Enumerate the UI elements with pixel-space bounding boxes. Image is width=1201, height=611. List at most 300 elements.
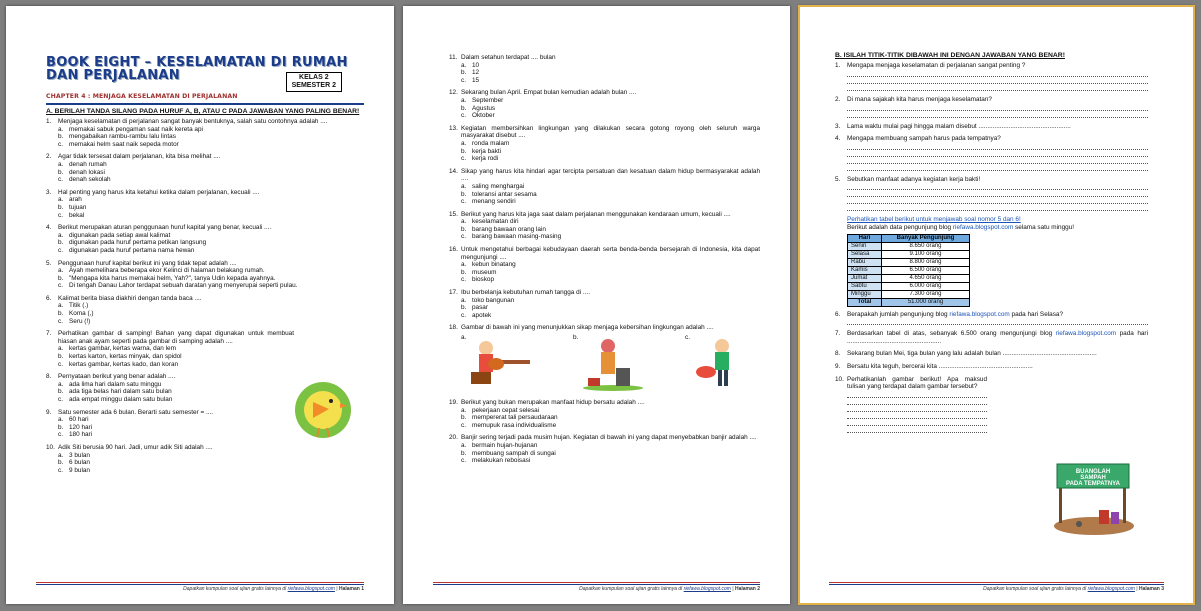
answer-line[interactable] xyxy=(847,85,1148,91)
option-letter: a. xyxy=(461,96,467,104)
total-label: Total xyxy=(848,298,882,306)
option-text: barang bawaan orang lain xyxy=(472,225,546,233)
answer-option[interactable] xyxy=(461,442,760,450)
answer-line[interactable] xyxy=(847,191,1148,197)
answer-line[interactable] xyxy=(847,184,1148,190)
question-item xyxy=(449,246,760,284)
option-text: pekerjaan cepat selesai xyxy=(472,406,540,414)
question-number: 11. xyxy=(449,54,458,61)
day-cell: Senin xyxy=(848,242,882,250)
option-text: bioskop xyxy=(472,276,495,284)
option-text: pasar xyxy=(472,304,488,312)
question-10-body xyxy=(847,376,987,433)
question-text: Banjir sering terjadi pada musim hujan. Kegiatan di bawah ini yang dapat menyebabkan banjir adalah .... xyxy=(461,434,757,442)
question-item xyxy=(46,118,364,148)
answer-option[interactable] xyxy=(461,226,760,234)
answer-option[interactable] xyxy=(58,275,364,283)
answer-line[interactable] xyxy=(847,427,987,433)
answer-option[interactable] xyxy=(58,126,364,134)
option-illustration xyxy=(466,334,536,395)
question-number: 6. xyxy=(46,294,52,302)
answer-option[interactable] xyxy=(461,269,760,277)
answer-option[interactable] xyxy=(58,196,364,204)
question-number: 1. xyxy=(46,118,52,125)
answer-option[interactable] xyxy=(461,140,760,148)
option-text: "Mengapa kita harus memakai helm, Yah?", tanya Udin kepada ayahnya. xyxy=(69,274,276,282)
answer-option[interactable] xyxy=(461,457,760,465)
answer-line[interactable] xyxy=(847,399,987,405)
table-header-day: Hari xyxy=(848,234,882,242)
answer-option[interactable] xyxy=(58,467,364,475)
option-text: kerja rodi xyxy=(472,155,499,163)
question-text: Bersatu kita teguh, bercerai kita ..................................................... xyxy=(847,362,1033,370)
option-letter: b. xyxy=(461,225,467,233)
question-item xyxy=(449,54,760,84)
answer-option[interactable] xyxy=(58,176,364,184)
question-text: Kalimat berita biasa diakhiri dengan tanda baca .... xyxy=(58,294,202,302)
option-text: kerja bakti xyxy=(472,147,502,155)
question-item xyxy=(46,444,364,474)
footer-link[interactable]: riefawa.blogspot.com xyxy=(287,586,335,592)
question-number: 18. xyxy=(449,324,458,332)
essay-question xyxy=(835,176,1148,212)
answer-option[interactable] xyxy=(461,276,760,284)
question-number: 13. xyxy=(449,124,458,132)
question-item xyxy=(449,89,760,119)
answer-option[interactable] xyxy=(58,247,364,255)
option-text: 9 bulan xyxy=(69,466,90,474)
answer-line[interactable] xyxy=(847,158,1148,164)
table-caption xyxy=(847,224,1148,232)
option-letter: a. xyxy=(461,441,467,449)
answer-option[interactable] xyxy=(461,407,760,415)
option-letter: c. xyxy=(461,311,466,319)
option-letter: b. xyxy=(461,190,467,198)
q18-option-b[interactable] xyxy=(573,334,648,394)
answer-line[interactable] xyxy=(847,319,1148,325)
answer-option[interactable] xyxy=(461,112,760,120)
answer-option[interactable] xyxy=(58,345,294,353)
answer-option[interactable] xyxy=(58,141,364,149)
visitor-count-cell: 6.000 orang xyxy=(882,282,970,290)
answer-line[interactable] xyxy=(847,71,1148,77)
answer-option[interactable] xyxy=(58,161,364,169)
option-letter: c. xyxy=(461,155,466,163)
option-text: Titik (.) xyxy=(69,302,89,310)
question-text-end: pada hari ..................................................... xyxy=(847,330,1148,345)
chapter-heading: CHAPTER 4 : MENJAGA KESELAMATAN DI PERJALANAN xyxy=(46,93,238,100)
question-7 xyxy=(835,330,1148,345)
answer-option[interactable] xyxy=(58,318,364,326)
essay-question xyxy=(835,96,1148,118)
answer-option[interactable] xyxy=(461,233,760,241)
question-text: Agar tidak tersesat dalam perjalanan, kita bisa melihat .... xyxy=(58,153,221,161)
option-text: denah lokasi xyxy=(69,168,105,176)
option-letter: c. xyxy=(461,76,466,84)
footer-text: Dapatkan kumpulan soal ujian gratis lainnya di xyxy=(983,586,1088,592)
question-number: 9. xyxy=(46,408,52,416)
option-letter: c. xyxy=(58,466,63,474)
answer-line[interactable] xyxy=(847,112,1148,118)
option-text: menang sendiri xyxy=(472,198,516,206)
answer-option[interactable] xyxy=(461,450,760,458)
option-letter: a. xyxy=(58,302,64,310)
question-link[interactable]: riefawa.blogspot.com xyxy=(1055,330,1117,338)
visitor-count-cell: 8.650 orang xyxy=(882,242,970,250)
answer-option[interactable] xyxy=(461,155,760,163)
option-text: melakukan reboisasi xyxy=(472,457,531,465)
option-letter: c. xyxy=(58,396,63,403)
answer-option[interactable] xyxy=(461,183,760,191)
question-number: 7. xyxy=(46,330,52,338)
answer-option[interactable] xyxy=(58,452,364,460)
option-letter: b. xyxy=(58,203,64,211)
document-title-line2: DAN PERJALANAN xyxy=(46,68,180,83)
question-item xyxy=(46,330,364,368)
option-text: September xyxy=(472,96,504,104)
answer-option[interactable] xyxy=(58,282,364,290)
question-text: Berikut yang bukan merupakan manfaat hidup bersatu adalah .... xyxy=(461,399,645,406)
essay-question xyxy=(835,123,1148,131)
answer-option[interactable] xyxy=(461,191,760,199)
option-text: memakai helm saat naik sepeda motor xyxy=(69,140,179,148)
question-text: Adik Siti berusia 90 hari. Jadi, umur adik Siti adalah .... xyxy=(58,443,213,451)
visitor-table xyxy=(847,234,970,307)
option-letter: a. xyxy=(58,380,64,388)
option-letter: b. xyxy=(461,449,467,457)
option-text: denah rumah xyxy=(69,160,107,168)
answer-option[interactable] xyxy=(58,204,364,212)
day-cell: Jumat xyxy=(848,274,882,282)
question-9 xyxy=(835,363,1148,371)
question-text: Penggunaan huruf kapital berikut ini yang tidak tepat adalah .... xyxy=(58,259,237,267)
question-number: 8. xyxy=(835,350,841,358)
table-row xyxy=(848,242,970,250)
answer-option[interactable] xyxy=(461,422,760,430)
document-page-1 xyxy=(6,6,394,604)
option-letter: b. xyxy=(58,274,64,282)
footer-link[interactable]: riefawa.blogspot.com xyxy=(1087,586,1135,592)
option-letter: a. xyxy=(461,182,467,190)
option-letter: a. xyxy=(58,267,64,275)
option-letter: c. xyxy=(461,198,466,206)
option-text: digunakan pada huruf pertama petikan langsung xyxy=(69,239,207,247)
answer-option[interactable] xyxy=(58,212,364,220)
option-letter: b. xyxy=(461,268,467,276)
question-number: 2. xyxy=(835,96,841,103)
question-10 xyxy=(835,376,1148,433)
option-letter: c. xyxy=(58,140,63,148)
question-number: 10. xyxy=(835,375,844,383)
answer-option[interactable] xyxy=(58,353,294,361)
option-letter: a. xyxy=(58,345,64,353)
option-letter: a. xyxy=(461,61,467,69)
q18-option-c[interactable] xyxy=(685,334,760,394)
total-value: 51.000 orang xyxy=(882,298,970,306)
answer-line[interactable] xyxy=(847,151,1148,157)
option-letter: c. xyxy=(461,276,466,284)
footer-separator: | xyxy=(730,586,735,592)
answer-option[interactable] xyxy=(461,218,760,226)
option-text: Koma (,) xyxy=(69,310,94,318)
question-item xyxy=(449,168,760,206)
table-row xyxy=(848,258,970,266)
answer-option[interactable] xyxy=(58,361,294,369)
question-text-end: pada hari Selasa? xyxy=(1009,310,1064,318)
question-number: 16. xyxy=(449,246,458,254)
question-text: Perhatikan gambar di samping! Bahan yang dapat digunakan untuk membuat hiasan anak ayam seperti pada gambar di samping adalah .... xyxy=(58,330,294,345)
day-cell: Selasa xyxy=(848,250,882,258)
footer-text: Dapatkan kumpulan soal ujian gratis lainnya di xyxy=(579,586,684,592)
question-text: Sikap yang harus kita hindari agar tercipta persatuan dan kesatuan dalam hidup bermasyarakat adalah .... xyxy=(461,167,760,183)
section-a-heading: A. BERILAH TANDA SILANG PADA HURUF A, B, ATAU C PADA JAWABAN YANG PALING BENAR! xyxy=(46,107,360,115)
question-number: 20. xyxy=(449,434,458,442)
visitor-table-block xyxy=(847,216,1148,306)
answer-line[interactable] xyxy=(847,392,987,398)
option-letter: a. xyxy=(58,160,64,168)
option-letter: c. xyxy=(685,334,690,341)
option-text: 180 hari xyxy=(69,431,93,439)
answer-option[interactable] xyxy=(461,148,760,156)
q18-image-options xyxy=(461,334,760,394)
page-number: Halaman 3 xyxy=(1138,586,1164,592)
day-cell: Kamis xyxy=(848,266,882,274)
question-text: Dalam setahun terdapat .... bulan xyxy=(461,54,556,61)
question-link[interactable]: riefawa.blogspot.com xyxy=(949,310,1010,318)
document-page-3 xyxy=(799,6,1194,604)
answer-line[interactable] xyxy=(847,105,1148,111)
option-text: kertas karton, kertas minyak, dan spidol xyxy=(69,353,182,361)
question-text: Berdasarkan tabel di atas, sebanyak 6.500 orang mengunjungi blog xyxy=(847,330,1056,338)
caption-link[interactable]: riefawa.blogspot.com xyxy=(952,223,1014,231)
page-2-footer xyxy=(433,582,760,592)
footer-link[interactable]: riefawa.blogspot.com xyxy=(683,586,731,592)
answer-option[interactable] xyxy=(461,297,760,305)
question-text: Sekarang bulan April. Empat bulan kemudian adalah bulan .... xyxy=(461,89,637,97)
option-text: kertas gambar, kertas warna, dan lem xyxy=(69,345,176,353)
question-text: Pernyataan berikut yang benar adalah .... xyxy=(58,373,176,381)
answer-option[interactable] xyxy=(58,169,364,177)
sign-text-line1: BUANGLAH xyxy=(1075,469,1111,475)
question-text: Gambar di bawah ini yang menunjukkan sikap menjaga kebersihan lingkungan adalah .... xyxy=(461,324,714,332)
option-text: 120 hari xyxy=(69,423,93,431)
question-number: 10. xyxy=(46,443,55,451)
day-cell: Minggu xyxy=(848,290,882,298)
option-letter: a. xyxy=(461,406,467,414)
option-letter: b. xyxy=(573,334,579,341)
question-number: 14. xyxy=(449,167,458,175)
q18-option-a[interactable] xyxy=(461,334,536,394)
table-row xyxy=(848,274,970,282)
option-text: mengabaikan rambu-rambu lalu lintas xyxy=(69,133,176,141)
answer-option[interactable] xyxy=(461,198,760,206)
question-number: 1. xyxy=(835,62,841,70)
question-number: 8. xyxy=(46,373,52,381)
option-text: mempererat tali persaudaraan xyxy=(472,414,558,422)
option-letter: c. xyxy=(461,421,466,429)
option-text: ada lima hari dalam satu minggu xyxy=(69,380,162,388)
question-item xyxy=(449,211,760,241)
answer-option[interactable] xyxy=(58,133,364,141)
table-row xyxy=(848,250,970,258)
answer-option[interactable] xyxy=(58,239,364,247)
option-letter: b. xyxy=(461,147,467,155)
option-text: Oktober xyxy=(472,112,495,120)
table-row xyxy=(848,290,970,298)
answer-line[interactable] xyxy=(847,413,987,419)
option-letter: a. xyxy=(58,231,64,239)
class-label: KELAS 2 xyxy=(299,74,329,81)
answer-line[interactable] xyxy=(847,420,987,426)
section-b-heading: B. ISILAH TITIK-TITIK DIBAWAH INI DENGAN JAWABAN YANG BENAR! xyxy=(835,52,1065,59)
option-letter: a. xyxy=(461,218,467,226)
document-page-2 xyxy=(403,6,790,604)
option-letter: c. xyxy=(58,317,63,325)
answer-option[interactable] xyxy=(461,62,760,70)
option-text: 3 bulan xyxy=(69,451,90,459)
question-text: Sekarang bulan Mei, tiga bulan yang lalu adalah bulan ..................................................... xyxy=(847,350,1097,358)
question-text: Sebutkan manfaat adanya kegiatan kerja bakti! xyxy=(847,175,981,183)
footer-text: Dapatkan kumpulan soal ujian gratis lainnya di xyxy=(183,586,288,592)
option-text: toko bangunan xyxy=(472,296,515,304)
question-text: Satu semester ada 6 bulan. Berarti satu semester = .... xyxy=(58,408,214,416)
answer-option[interactable] xyxy=(461,261,760,269)
question-number: 4. xyxy=(835,135,841,143)
class-badge xyxy=(286,72,342,92)
option-letter: c. xyxy=(58,176,63,184)
option-illustration xyxy=(578,334,648,395)
question-text: Berikut yang harus kita jaga saat dalam perjalanan menggunakan kendaraan umum, kecuali .... xyxy=(461,210,731,218)
option-letter: a. xyxy=(58,451,64,459)
answer-option[interactable] xyxy=(461,312,760,320)
option-letter: c. xyxy=(461,457,466,465)
question-text: Berikut merupakan aturan penggunaan huruf kapital yang benar, kecuali .... xyxy=(58,224,272,232)
visitor-count-cell: 7.300 orang xyxy=(882,290,970,298)
question-number: 4. xyxy=(46,224,52,232)
semester-label: SEMESTER 2 xyxy=(291,82,336,89)
option-letter: a. xyxy=(461,261,467,269)
option-letter: a. xyxy=(461,296,467,304)
answer-option[interactable] xyxy=(461,69,760,77)
option-letter: b. xyxy=(58,239,64,247)
question-number: 19. xyxy=(449,399,458,406)
option-text: 6 bulan xyxy=(69,459,90,467)
option-illustration xyxy=(690,334,760,395)
option-letter: b. xyxy=(58,388,64,396)
essay-question xyxy=(835,135,1148,171)
question-item xyxy=(449,399,760,429)
table-row xyxy=(848,266,970,274)
option-letter: c. xyxy=(58,246,63,254)
answer-option[interactable] xyxy=(58,232,364,240)
day-cell: Sabtu xyxy=(848,282,882,290)
option-text: digunakan pada setiap awal kalimat xyxy=(69,231,171,239)
answer-line[interactable] xyxy=(847,78,1148,84)
option-text: museum xyxy=(472,268,497,276)
option-letter: c. xyxy=(58,360,63,368)
answer-line[interactable] xyxy=(847,144,1148,150)
option-text: memupuk rasa individualisme xyxy=(472,421,557,429)
trash-sign-image xyxy=(1049,458,1139,538)
option-text: tujuan xyxy=(69,203,87,211)
answer-line[interactable] xyxy=(847,205,1148,211)
option-letter: a. xyxy=(461,334,467,341)
question-number: 3. xyxy=(46,188,52,196)
option-letter: a. xyxy=(58,125,64,133)
option-letter: c. xyxy=(58,282,63,290)
footer-separator: | xyxy=(1134,586,1139,592)
option-text: arah xyxy=(69,196,82,204)
question-number: 15. xyxy=(449,210,458,218)
question-item xyxy=(449,289,760,319)
question-item xyxy=(46,260,364,290)
sign-text-line2: SAMPAH xyxy=(1080,475,1106,481)
document-title-line1: BOOK EIGHT – KESELAMATAN DI RUMAH xyxy=(46,55,348,70)
option-letter: b. xyxy=(58,459,64,467)
answer-option[interactable] xyxy=(461,304,760,312)
visitor-count-cell: 8.800 orang xyxy=(882,258,970,266)
page-3-footer xyxy=(829,582,1164,592)
visitor-count-cell: 9.100 orang xyxy=(882,250,970,258)
option-letter: b. xyxy=(461,104,467,112)
option-letter: b. xyxy=(461,304,467,312)
option-text: Ayah memelihara beberapa ekor Kelinci di halaman belakang rumah. xyxy=(69,267,265,275)
table-header-count: Banyak Pengunjung xyxy=(882,234,970,242)
answer-line[interactable] xyxy=(847,198,1148,204)
answer-option[interactable] xyxy=(461,97,760,105)
option-letter: a. xyxy=(58,416,64,424)
page-2-question-list xyxy=(449,54,760,465)
question-number: 17. xyxy=(449,289,458,297)
question-text: Perhatikanlah gambar berikut! Apa maksud tulisan yang terdapat dalam gambar tersebut? xyxy=(847,375,987,391)
table-row xyxy=(848,282,970,290)
question-item xyxy=(46,224,364,254)
question-text: Untuk mengetahui berbagai kebudayaan daerah serta benda-benda bersejarah di Indonesia, kita dapat mengunjungi .... xyxy=(461,246,760,261)
answer-option[interactable] xyxy=(58,302,364,310)
question-number: 2. xyxy=(46,153,52,161)
answer-option[interactable] xyxy=(461,105,760,113)
option-text: keselamatan diri xyxy=(472,218,519,226)
option-text: toleransi antar sesama xyxy=(472,190,537,198)
question-text: Ibu berbelanja kebutuhan rumah tangga di .... xyxy=(461,289,590,297)
option-text: 60 hari xyxy=(69,416,89,424)
option-text: Seru (!) xyxy=(69,317,91,325)
answer-line[interactable] xyxy=(847,406,987,412)
question-number: 12. xyxy=(449,89,458,97)
answer-line[interactable] xyxy=(847,165,1148,171)
option-letter: b. xyxy=(58,353,64,361)
page-2-content xyxy=(449,54,760,470)
question-number: 5. xyxy=(46,259,52,267)
option-text: ada tiga belas hari dalam satu bulan xyxy=(69,388,172,396)
answer-option[interactable] xyxy=(58,459,364,467)
option-text: Agustus xyxy=(472,104,496,112)
answer-option[interactable] xyxy=(461,414,760,422)
question-8 xyxy=(835,350,1148,358)
option-text: bekal xyxy=(69,211,85,219)
option-text: ronda malam xyxy=(472,139,510,147)
question-text: Mengapa membuang sampah harus pada tempatnya? xyxy=(847,135,1001,143)
answer-option[interactable] xyxy=(58,267,364,275)
page-number: Halaman 1 xyxy=(338,586,364,592)
option-letter: a. xyxy=(461,139,467,147)
option-letter: b. xyxy=(58,310,64,318)
sign-text-line3: PADA TEMPATNYA xyxy=(1066,481,1120,487)
answer-option[interactable] xyxy=(58,310,364,318)
answer-option[interactable] xyxy=(461,77,760,85)
page-3-content xyxy=(835,52,1148,438)
footer-separator: | xyxy=(334,586,339,592)
